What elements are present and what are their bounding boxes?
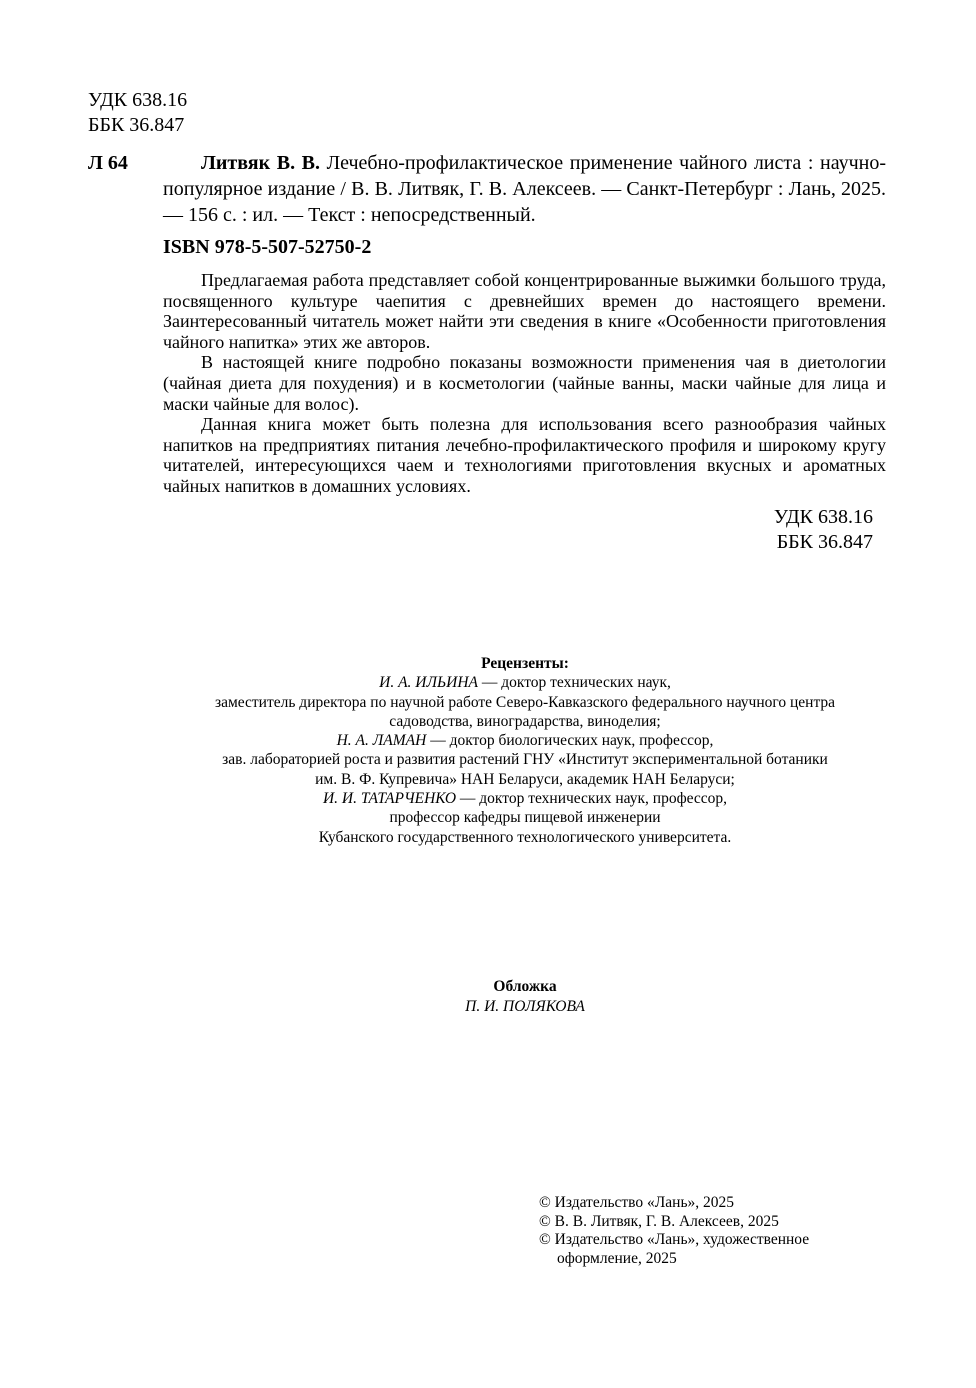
reviewer-1 — [150, 673, 900, 692]
reviewer-affiliation: им. В. Ф. Купревича» НАН Беларуси, академик НАН Беларуси; — [315, 770, 735, 788]
isbn: ISBN 978-5-507-52750-2 — [163, 236, 372, 258]
bbk-code: ББК 36.847 — [88, 114, 185, 136]
reviewer-name: Н. А. ЛАМАН — [336, 732, 427, 750]
annotation-paragraph: Данная книга может быть полезна для использования всего разнообразия чайных напитков на предприятиях питания лечебно-профилактического профиля и широкому кругу читателей, интересующихся чаем и технологиями приготовления вкусных и ароматных чайных напитков в домашних условиях. — [163, 414, 886, 496]
bbk-code: ББК 36.847 — [776, 531, 873, 553]
copyright-block — [539, 1194, 809, 1268]
reviewer-3 — [150, 789, 900, 808]
annotation-paragraph: Предлагаемая работа представляет собой концентрированные выжимки большого труда, посвященного культуре чаепития с древнейших времен до настоящего времени. Заинтересованный читатель может найти эти сведения в книге «Особенности приготовления чайного напитка» этих же авторов. — [163, 270, 886, 352]
copyright-line: © В. В. Литвяк, Г. В. Алексеев, 2025 — [539, 1212, 779, 1230]
reviewer-2 — [150, 731, 900, 750]
reviewer-affiliation: заместитель директора по научной работе Северо-Кавказского федерального научного центра — [214, 693, 836, 711]
reviewer-affiliation: Кубанского государственного технологического университета. — [318, 828, 732, 846]
annotation-paragraph: В настоящей книге подробно показаны возможности применения чая в диетологии (чайная диета для похудения) и в косметологии (чайные ванны, маски чайные для лица и маски чайные для волос). — [163, 352, 886, 414]
author-sign: Л 64 — [88, 152, 128, 174]
reviewers-heading: Рецензенты: — [481, 655, 569, 672]
udk-code: УДК 638.16 — [88, 89, 188, 111]
reviewer-name: И. И. ТАТАРЧЕНКО — [322, 790, 457, 808]
reviewer-degree: — доктор технических наук, профессор, — [456, 790, 728, 808]
classification-codes-bottom — [774, 505, 873, 555]
copyright-line: оформление, 2025 — [557, 1249, 677, 1267]
reviewer-name: И. А. ИЛЬИНА — [379, 674, 478, 692]
cover-heading: Обложка — [493, 978, 557, 995]
reviewer-affiliation: профессор кафедры пищевой инженерии — [389, 809, 661, 827]
reviewers-block — [150, 654, 900, 847]
cover-designer: П. И. ПОЛЯКОВА — [465, 997, 585, 1015]
copyright-line: © Издательство «Лань», художественное — [539, 1231, 810, 1248]
reviewer-affiliation: садоводства, виноградарства, виноделия; — [389, 712, 661, 730]
cover-credit — [150, 977, 900, 1016]
reviewer-degree: — доктор биологических наук, профессор, — [426, 732, 714, 750]
reviewer-affiliation: зав. лабораторией роста и развития растений ГНУ «Институт экспериментальной ботаники — [222, 751, 828, 769]
record-author: Литвяк В. В. — [201, 152, 321, 174]
classification-codes-top — [88, 88, 187, 138]
copyright-line: © Издательство «Лань», 2025 — [539, 1194, 735, 1211]
reviewer-degree: — доктор технических наук, — [477, 674, 671, 692]
bibliographic-record — [163, 150, 886, 228]
annotation — [163, 270, 886, 497]
record-description: Лечебно-профилактическое применение чайного листа : научно-популярное издание / В. В. Литвяк, Г. В. Алексеев. — Санкт-Петербург : Лань, 2025. — 156 с. : ил. — Текст : непосредственный. — [163, 152, 886, 226]
udk-code: УДК 638.16 — [773, 506, 873, 528]
